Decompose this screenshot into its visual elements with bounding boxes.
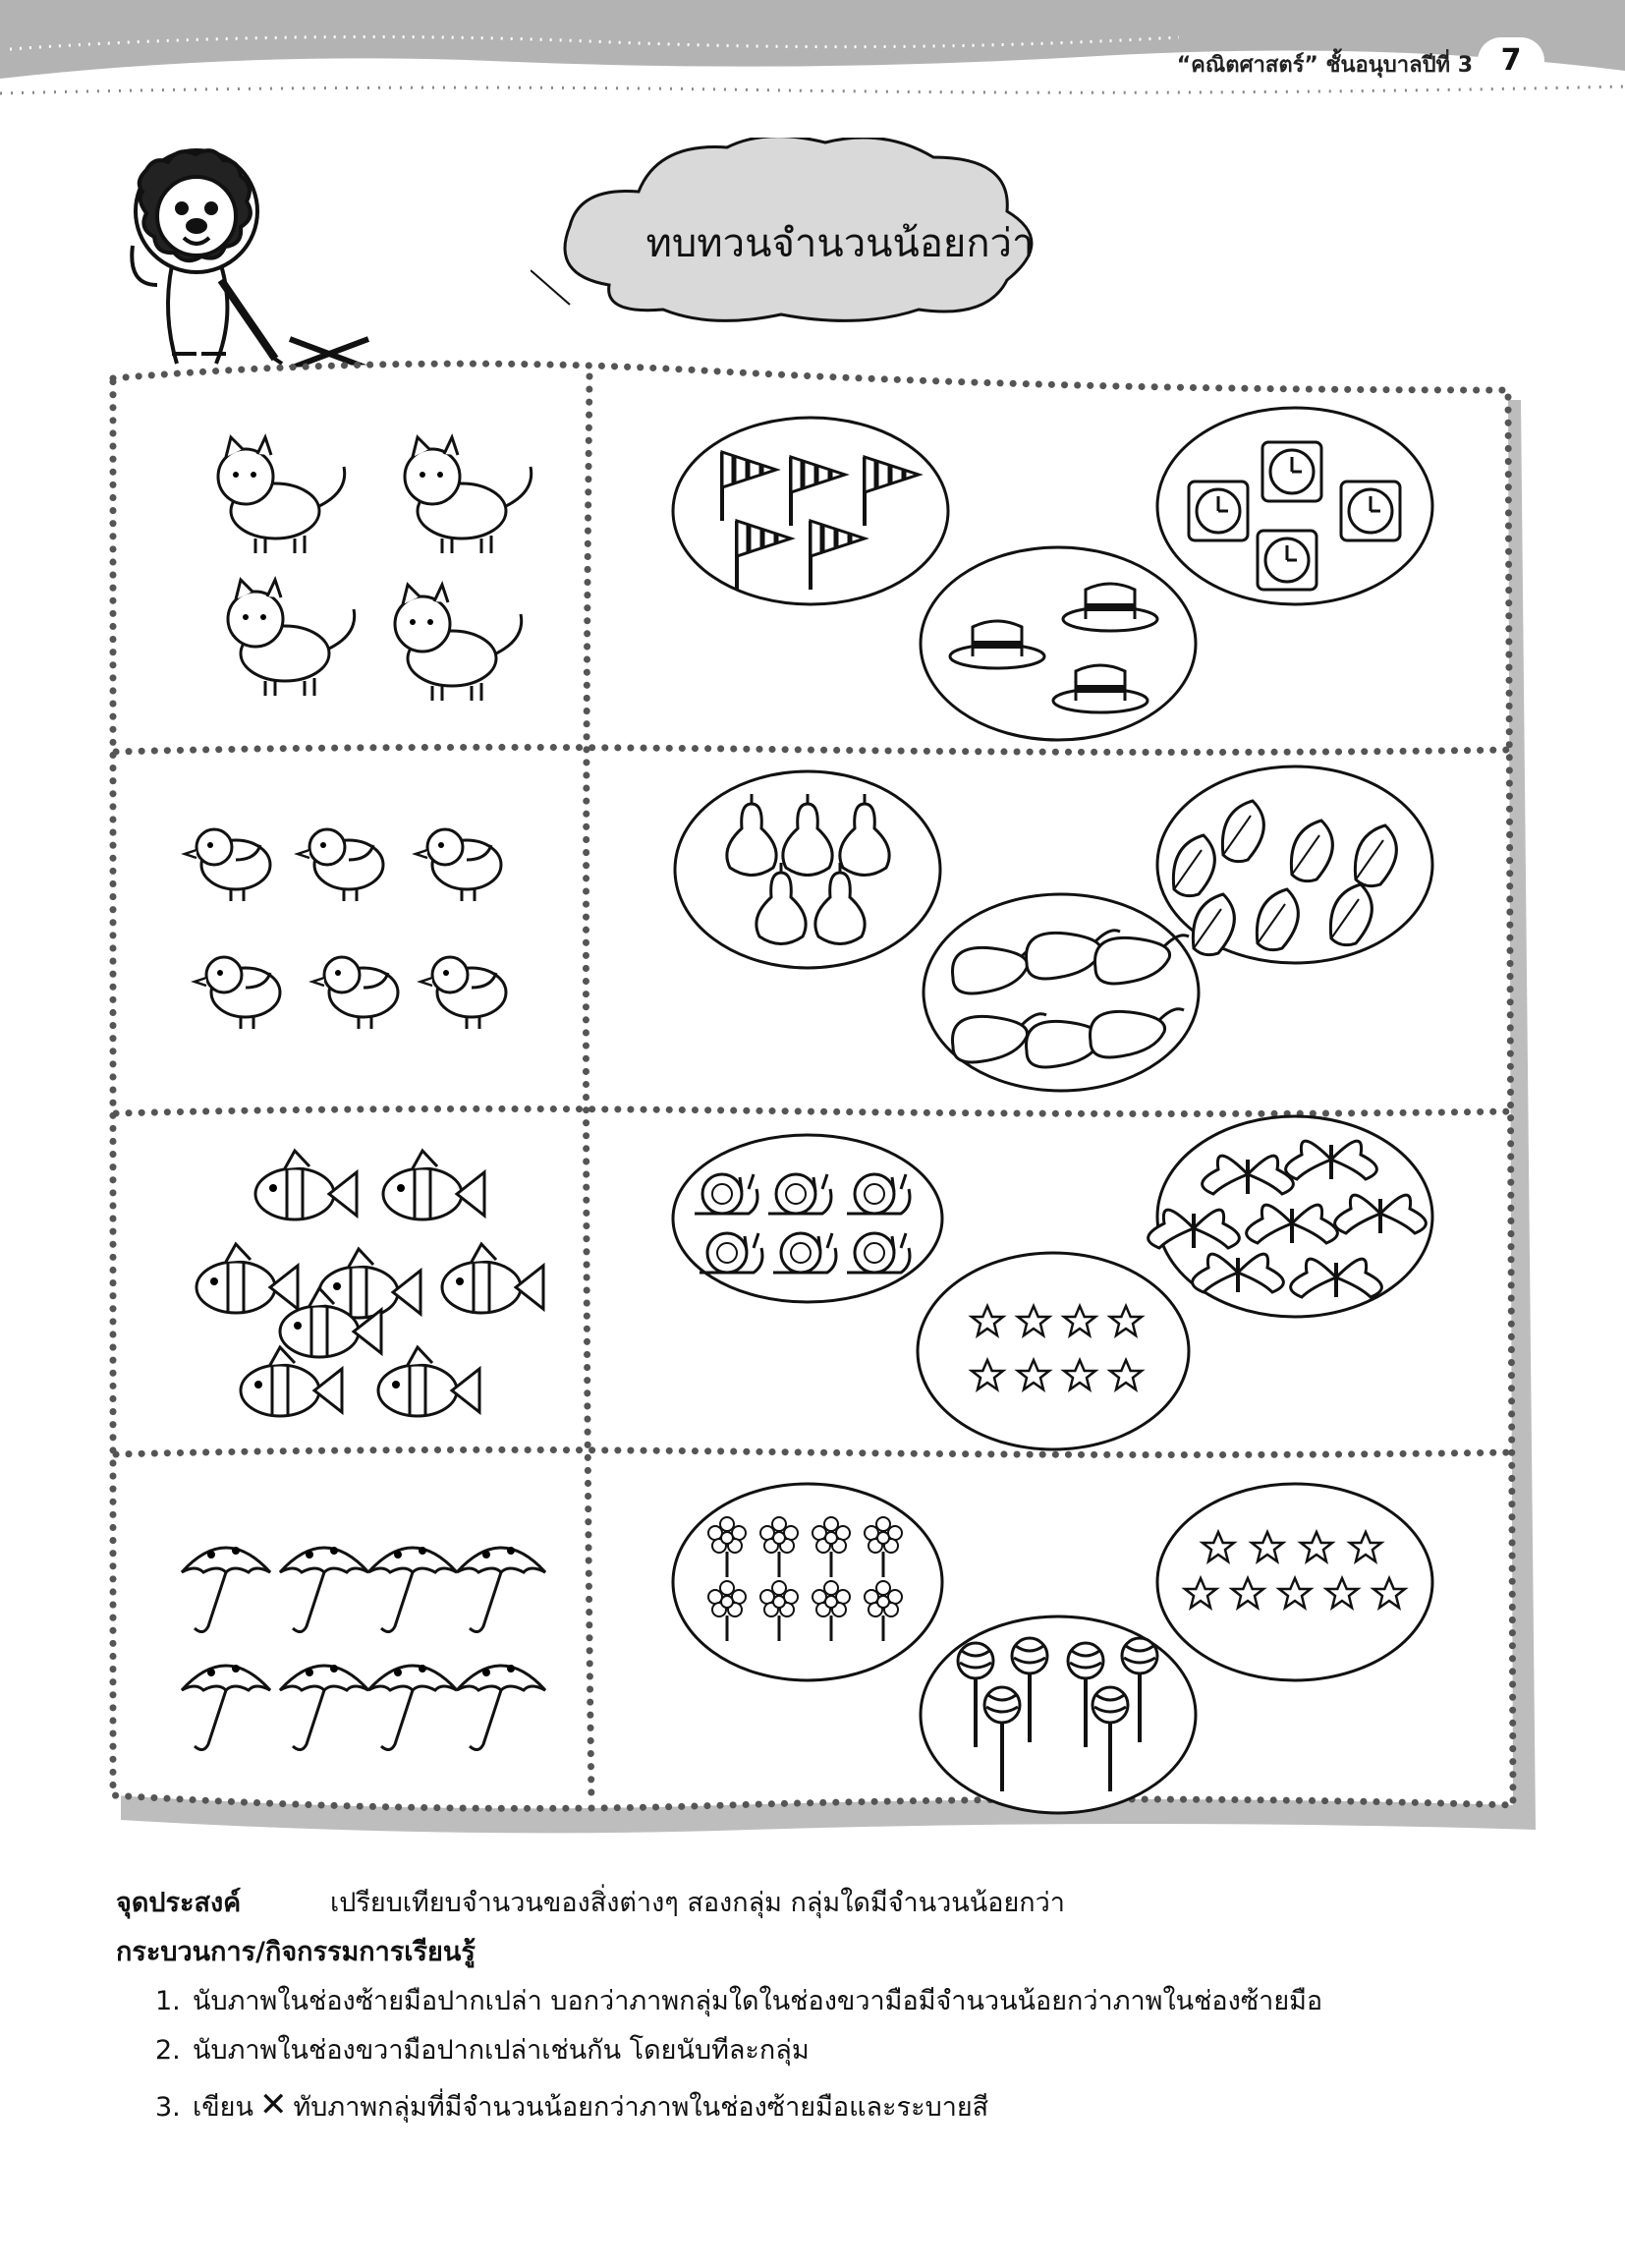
step-number: 2. (155, 2035, 181, 2066)
step-text: นับภาพในช่องซ้ายมือปากเปล่า บอกว่าภาพกลุ่มใดในช่องขวามือมีจำนวนน้อยกว่าภาพในช่องซ้ายมือ (193, 1986, 1323, 2016)
step-text-before: เขียน (193, 2092, 253, 2123)
step-text: นับภาพในช่องขวามือปากเปล่าเช่นกัน โดยนับทีละกลุ่ม (193, 2035, 810, 2066)
step-number: 1. (155, 1986, 181, 2016)
process-label: กระบวนการ/กิจกรรมการเรียนรู้ (116, 1937, 476, 1967)
instructions (116, 1882, 1570, 2127)
x-mark-icon: ✕ (258, 2085, 288, 2125)
step-3 (116, 2078, 1570, 2127)
process-row (116, 1931, 1570, 1980)
page-number: 7 (1478, 37, 1544, 85)
objective-label: จุดประสงค์ (116, 1888, 242, 1918)
step-2 (116, 2029, 1570, 2078)
step-text-after: ทับภาพกลุ่มที่มีจำนวนน้อยกว่าภาพในช่องซ้ายมือและระบายสี (293, 2092, 989, 2123)
objective-row (116, 1882, 1570, 1931)
book-title: “คณิตศาสตร์” ชั้นอนุบาลปีที่ 3 (1176, 53, 1473, 78)
step-1 (116, 1980, 1570, 2029)
page-title: ทบทวนจำนวนน้อยกว่า (645, 221, 1035, 266)
objective-text: เปรียบเทียบจำนวนของสิ่งต่างๆ สองกลุ่ม กลุ่มใดมีจำนวนน้อยกว่า (330, 1888, 1065, 1918)
step-number: 3. (155, 2092, 181, 2123)
